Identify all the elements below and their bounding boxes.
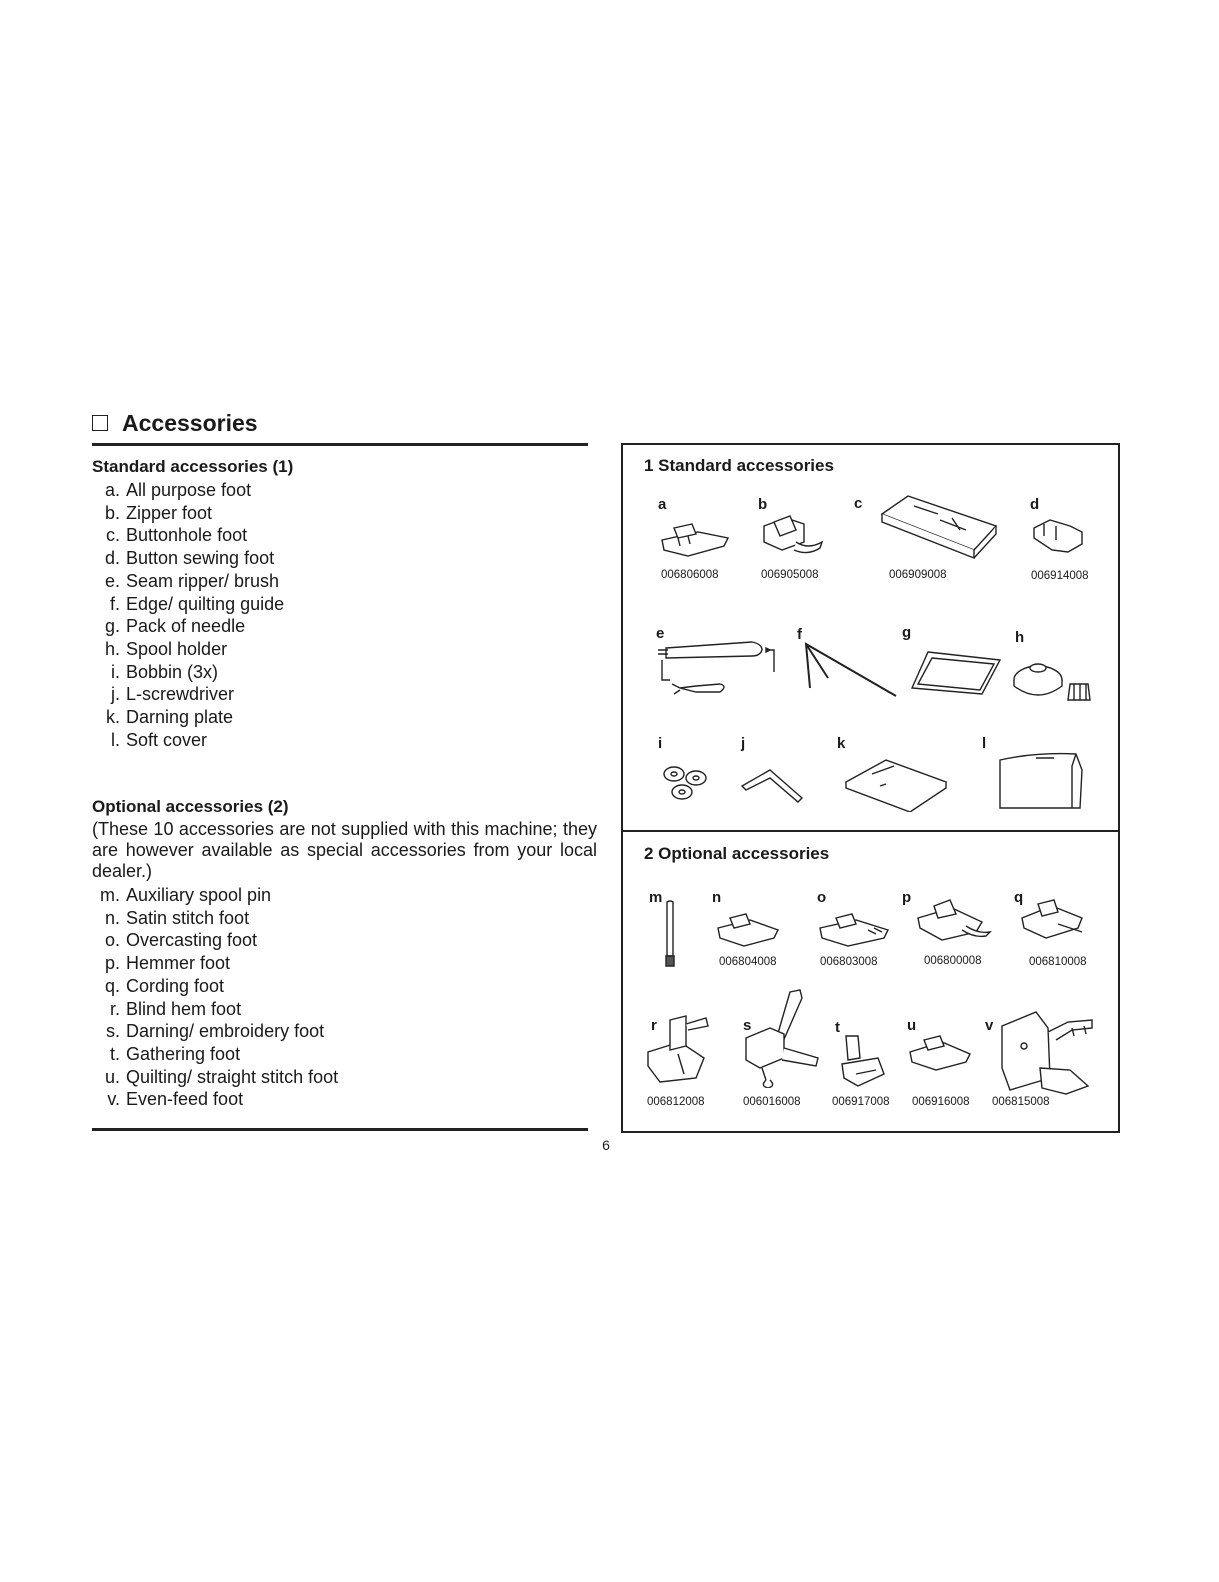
list-item: h. Spool holder <box>104 638 228 659</box>
label-g: g <box>902 624 912 641</box>
optional-heading: Optional accessories (2) <box>92 797 289 816</box>
part-number-d: 006914008 <box>1031 570 1089 582</box>
spool-holder-icon <box>1012 656 1092 704</box>
figure-divider <box>621 830 1120 832</box>
part-number-b: 006905008 <box>761 569 819 581</box>
list-item: m. Auxiliary spool pin <box>100 885 272 905</box>
soft-cover-icon <box>996 750 1084 812</box>
label-m: m <box>649 889 663 906</box>
optional-figure-heading: 2 Optional accessories <box>644 844 830 863</box>
list-item: s. Darning/ embroidery foot <box>105 1021 325 1042</box>
list-item: v. Even-feed foot <box>107 1089 244 1110</box>
part-number-q: 006810008 <box>1029 956 1087 968</box>
label-c: c <box>854 495 863 512</box>
list-item: t. Gathering foot <box>109 1043 241 1064</box>
list-item: j. L-screwdriver <box>111 684 235 705</box>
part-number-u: 006916008 <box>912 1096 970 1108</box>
list-item: r. Blind hem foot <box>109 998 242 1019</box>
list-item: l. Soft cover <box>111 729 208 750</box>
label-b: b <box>758 496 768 513</box>
optional-note: (These 10 accessories are not supplied with this machine; they are however available as special accessories from your local dealer.) <box>92 819 597 881</box>
page-number: 6 <box>602 1137 610 1153</box>
label-v: v <box>985 1017 994 1034</box>
list-item: u. Quilting/ straight stitch foot <box>104 1066 339 1087</box>
standard-heading: Standard accessories (1) <box>92 457 294 476</box>
list-item: p. Hemmer foot <box>104 953 231 974</box>
label-u: u <box>907 1017 917 1034</box>
even-feed-foot-icon <box>996 1008 1096 1100</box>
label-j: j <box>741 735 746 752</box>
buttonhole-foot-icon <box>878 490 1000 562</box>
seam-ripper-brush-icon <box>656 636 776 706</box>
l-screwdriver-icon <box>740 768 806 804</box>
label-i: i <box>658 735 663 752</box>
label-t: t <box>835 1019 840 1036</box>
blind-hem-foot-icon <box>644 1012 714 1084</box>
list-item: q. Cording foot <box>104 975 225 996</box>
edge-quilting-guide-icon <box>800 640 900 700</box>
darning-plate-icon <box>842 756 950 812</box>
list-item: k. Darning plate <box>105 707 234 728</box>
part-number-s: 006016008 <box>743 1096 801 1108</box>
part-number-c: 006909008 <box>889 569 947 581</box>
part-number-r: 006812008 <box>647 1096 705 1108</box>
checkbox-icon <box>92 415 108 431</box>
button-sewing-foot-icon <box>1030 516 1086 556</box>
part-number-a: 006806008 <box>661 569 719 581</box>
optional-list <box>92 884 592 1111</box>
list-item: d. Button sewing foot <box>104 548 275 569</box>
zipper-foot-icon <box>760 512 824 558</box>
page-title: Accessories <box>122 409 258 436</box>
label-f: f <box>797 626 802 643</box>
part-number-v: 006815008 <box>992 1096 1050 1108</box>
label-r: r <box>651 1017 657 1034</box>
all-purpose-foot-icon <box>658 516 730 560</box>
list-item: i. Bobbin (3x) <box>111 661 219 682</box>
label-a: a <box>658 496 667 513</box>
label-k: k <box>837 735 846 752</box>
gathering-foot-icon <box>838 1034 888 1090</box>
label-n: n <box>712 889 722 906</box>
quilting-straight-stitch-foot-icon <box>908 1032 972 1072</box>
list-item: c. Buttonhole foot <box>105 525 248 546</box>
label-d: d <box>1030 496 1040 513</box>
part-number-n: 006804008 <box>719 956 777 968</box>
standard-list <box>92 479 592 751</box>
list-item: a. All purpose foot <box>104 480 252 500</box>
list-item: g. Pack of needle <box>104 616 246 637</box>
satin-stitch-foot-icon <box>716 908 780 948</box>
part-number-o: 006803008 <box>820 956 878 968</box>
header-rule <box>92 443 588 446</box>
darning-embroidery-foot-icon <box>740 988 830 1088</box>
label-h: h <box>1015 629 1025 646</box>
overcasting-foot-icon <box>818 908 890 948</box>
list-item: o. Overcasting foot <box>104 930 258 951</box>
list-item: f. Edge/ quilting guide <box>109 593 285 614</box>
standard-figure-heading: 1 Standard accessories <box>644 456 834 475</box>
label-e: e <box>656 625 665 642</box>
list-item: b. Zipper foot <box>104 502 213 523</box>
list-item: e. Seam ripper/ brush <box>104 570 280 591</box>
auxiliary-spool-pin-icon <box>662 900 678 970</box>
label-q: q <box>1014 889 1024 906</box>
label-o: o <box>817 889 827 906</box>
label-p: p <box>902 889 912 906</box>
cording-foot-icon <box>1018 896 1088 940</box>
pack-of-needle-icon <box>910 650 1002 696</box>
label-l: l <box>982 735 987 752</box>
list-item: n. Satin stitch foot <box>104 907 250 928</box>
bobbin-icon <box>660 764 710 804</box>
footer-rule <box>92 1128 588 1131</box>
hemmer-foot-icon <box>916 896 992 942</box>
label-s: s <box>743 1017 752 1034</box>
page-header <box>92 406 258 440</box>
part-number-p: 006800008 <box>924 955 982 967</box>
part-number-t: 006917008 <box>832 1096 890 1108</box>
